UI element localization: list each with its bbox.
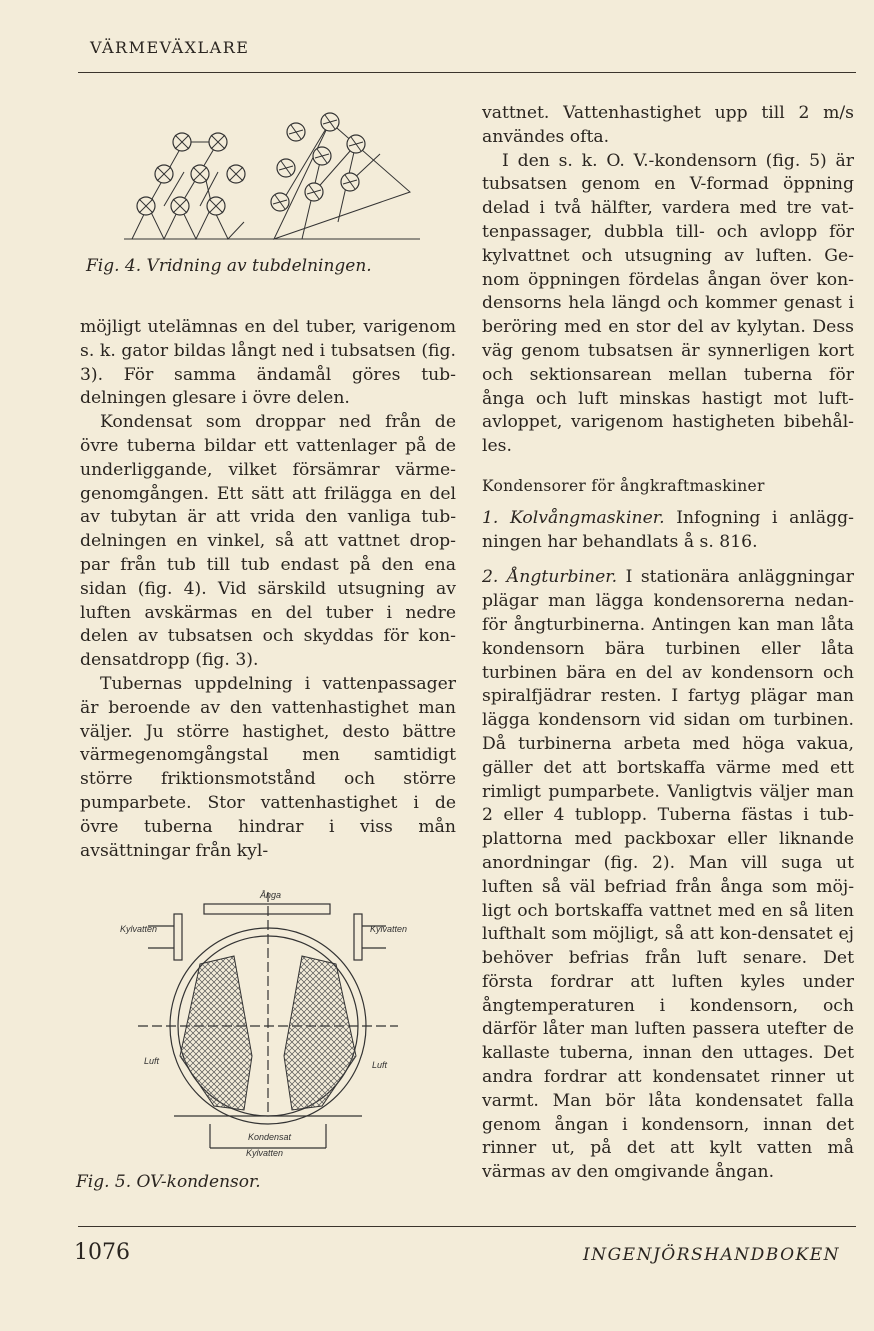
right-tubes <box>271 113 365 211</box>
left-tubes <box>137 133 245 215</box>
left-column <box>80 316 456 863</box>
right-column <box>482 102 854 1185</box>
label-air-left: Luft <box>144 1056 160 1066</box>
list-item-label: 1. Kolvångmaskiner. <box>482 507 665 528</box>
steam-inlet-flange <box>204 904 330 914</box>
page-number: 1076 <box>74 1240 130 1265</box>
bottom-rule <box>78 1226 856 1227</box>
left-water-box <box>174 914 182 960</box>
paragraph: möjligt utelämnas en del tuber, varigenom s. k. gator bildas långt ned i tubsatsen (fig. 3). För samma ändamål göres tub-delningen glesare i övre delen. <box>80 317 456 409</box>
fig4-caption: Fig. 4. Vridning av tubdelningen. <box>86 256 372 276</box>
label-steam: Ånga <box>260 890 282 900</box>
label-air-right: Luft <box>372 1060 388 1070</box>
paragraph: Kondensat som droppar ned från de övre tuberna bildar ett vattenlager på de underliggande, vilket försämrar värme-genomgången. Ett sätt att frilägga en del av tubytan är att vrida den vanliga tub-delningen en vinkel, så att vattnet drop-par från tub till tub endast på den ena sidan (fig. 4). Vid särskild utsugning av luften avskärmas en del tuber i nedre delen av tubsatsen och skyddas för kon-densatdropp (fig. 3). <box>80 412 456 671</box>
list-item-text: Infogning i anlägg-ningen har behandlats å s. 816. <box>482 507 854 552</box>
book-title: INGENJÖRSHANDBOKEN <box>583 1245 840 1265</box>
fig4-tube-pattern-diagram <box>124 102 420 246</box>
label-coolant-bottom: Kylvatten <box>246 1148 284 1158</box>
section-heading: Kondensorer för ångkraftmaskiner <box>482 476 765 495</box>
paragraph: I den s. k. O. V.-kondensorn (fig. 5) är tubsatsen genom en V-formad öppning delad i två hälfter, vardera med tre vat-tenpassager, dubbla till- och avlopp för kylvattnet och utsugning av luften. Ge-nom öppningen fördelas ångan över kon-densorns hela längd och kommer genast i beröring med en stor del av kylytan. Dess väg genom tubsatsen är synnerligen kort och sektionsarean mellan tuberna för ånga och luft minskas hastigt mot luft-avloppet, varigenom hastigheten bibehål-les. <box>482 150 854 457</box>
paragraph: vattnet. Vattenhastighet upp till 2 m/s användes ofta. <box>482 103 854 147</box>
label-coolant-right: Kylvatten <box>370 924 408 934</box>
list-item <box>482 507 854 555</box>
running-head: VÄRMEVÄXLARE <box>90 38 250 57</box>
label-coolant-left: Kylvatten <box>120 924 158 934</box>
list-item <box>482 566 854 1185</box>
fig5-ov-condenser-diagram <box>118 886 418 1164</box>
top-rule <box>78 72 856 73</box>
list-item-text: I stationära anläggningar plägar man lägga kondensorerna nedan-för ångturbinerna. Antingen kan man låta kondensorn bära turbinen eller låta turbinen bära en del av kondensorn och spiralfjädrar resten. I fartyg plägar man lägga kondensorn vid sidan om turbinen. Då turbinerna arbeta med höga vakua, gäller det att bortskaffa värme med ett rimligt pumparbete. Vanligtvis väljer man 2 eller 4 tublopp. Tuberna fästas i tub-plattorna med packboxar eller liknande anordningar (fig. 2). Man vill suga ut luften så väl befriad från ånga som möj-ligt och bortskaffa vattnet med en så liten lufthalt som möjligt, så att kon-densatet ej behöver befrias från luft senare. Det första fordrar att luften kyles under ångtemperaturen i kondensorn, och därför låter man luften passera utefter de kallaste tuberna, innan den uttages. Det andra fordrar att kondensatet rinner ut varmt. Man bör låta kondensatet falla genom ångan i kondensorn, innan det rinner ut, på det att kylt vatten må värmas av den omgivande ångan. <box>482 567 854 1183</box>
label-condensate: Kondensat <box>248 1132 292 1142</box>
paragraph: Tubernas uppdelning i vattenpassager är beroende av den vattenhastighet man väljer. Ju större hastighet, desto bättre värmegenomgångstal men samtidigt större friktionsmotstånd och större pumparbete. Stor vattenhastighet i de övre tuberna hindrar i viss mån avsättningar från kyl- <box>80 673 456 861</box>
right-water-box <box>354 914 362 960</box>
list-item-label: 2. Ångturbiner. <box>482 567 618 588</box>
fig5-caption: Fig. 5. OV-kondensor. <box>76 1172 261 1192</box>
